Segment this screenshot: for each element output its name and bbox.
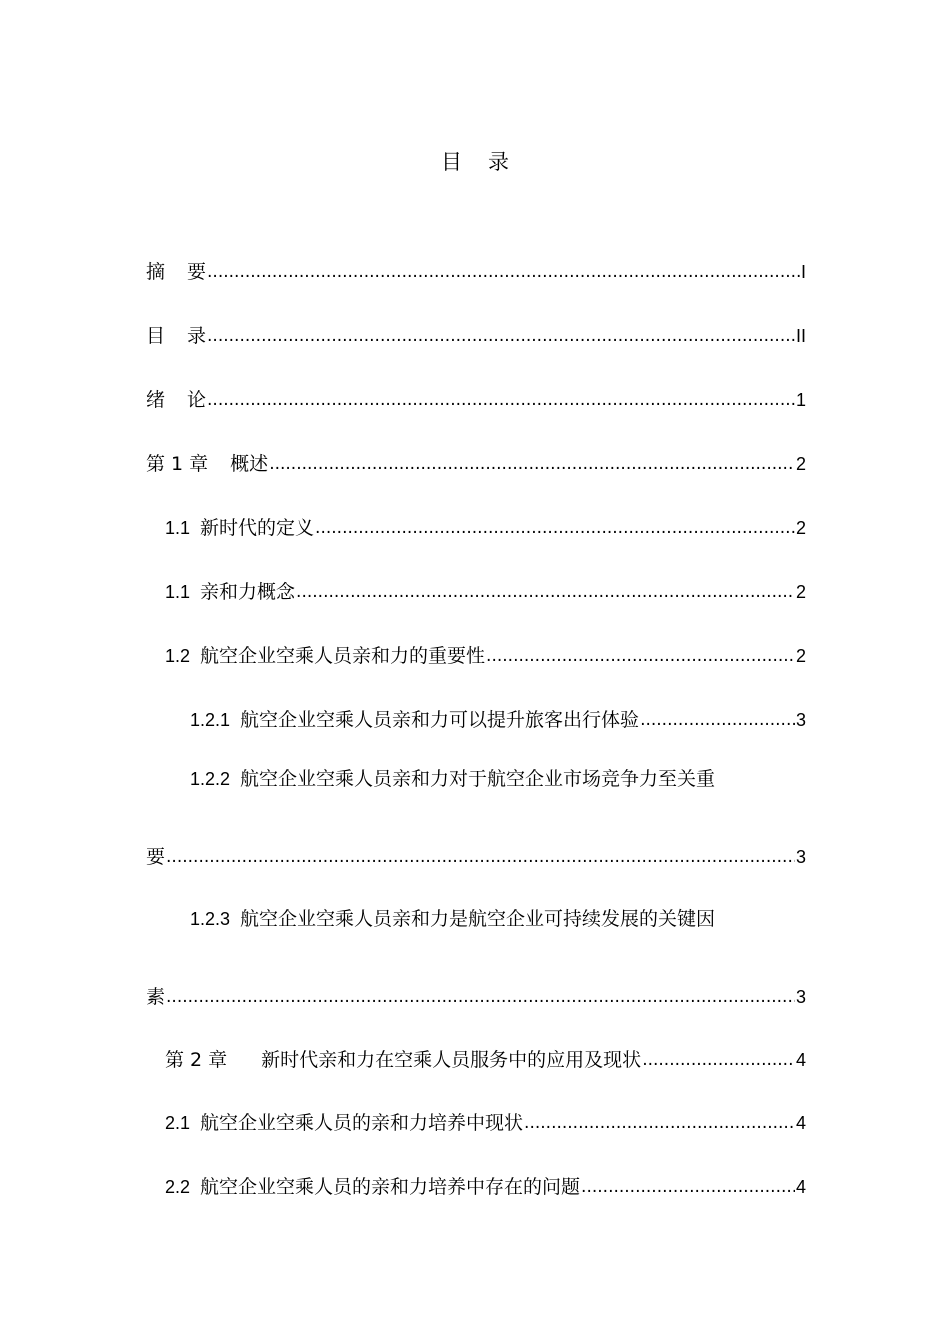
toc-entry-introduction[interactable] <box>146 383 806 413</box>
toc-leader-dots <box>486 643 795 669</box>
toc-entry-number: 2.1 <box>165 1113 191 1133</box>
toc-entry-page: 1 <box>795 390 806 410</box>
toc-entry-page: 3 <box>795 847 806 867</box>
toc-entry-label: 摘 要 <box>146 261 207 283</box>
toc-entry-label-cont: 素 <box>146 986 166 1008</box>
toc-entry-chapter-1[interactable] <box>146 447 806 477</box>
toc-entry-page: 4 <box>795 1050 806 1070</box>
toc-leader-dots <box>269 451 795 477</box>
toc-entry-page: I <box>800 262 806 282</box>
toc-entry-number: 1.2.1 <box>190 710 231 730</box>
toc-leader-dots <box>166 984 795 1010</box>
toc-entry-label: 1.1 新时代的定义 <box>165 517 315 539</box>
toc-title <box>0 146 950 176</box>
toc-leader-dots <box>296 579 795 605</box>
toc-entry-label: 2.2 航空企业空乘人员的亲和力培养中存在的问题 <box>165 1176 581 1198</box>
toc-entry-label: 第 2 章 新时代亲和力在空乘人员服务中的应用及现状 <box>165 1049 642 1071</box>
toc-entry-abstract[interactable] <box>146 255 806 285</box>
toc-entry-label: 航空企业空乘人员亲和力对于航空企业市场竞争力至关重 <box>240 768 716 790</box>
toc-entry-page: 2 <box>795 454 806 474</box>
toc-entry-page: 4 <box>795 1177 806 1197</box>
toc-entry-chapter-2[interactable] <box>165 1043 806 1073</box>
toc-title-char-1: 目 <box>441 150 462 174</box>
toc-leader-dots <box>166 844 795 870</box>
toc-entry-page: 2 <box>795 646 806 666</box>
toc-entry-label: 2.1 航空企业空乘人员的亲和力培养中现状 <box>165 1112 524 1134</box>
toc-leader-dots <box>524 1110 795 1136</box>
toc-entry-number: 1.1 <box>165 518 191 538</box>
toc-entry-label-cont: 要 <box>146 846 166 868</box>
toc-entry-number: 2.2 <box>165 1177 191 1197</box>
toc-entry-1-1-b[interactable] <box>165 575 806 605</box>
toc-entry-label: 第 1 章 概述 <box>146 453 269 475</box>
toc-leader-dots <box>207 323 795 349</box>
toc-entry-1-2-2-line2[interactable] <box>146 840 806 870</box>
toc-entry-number: 第 2 章 <box>165 1049 228 1071</box>
toc-entry-page: 3 <box>795 987 806 1007</box>
toc-entry-1-2-3-line2[interactable] <box>146 980 806 1010</box>
toc-leader-dots <box>581 1174 795 1200</box>
toc-entry-page: 4 <box>795 1113 806 1133</box>
toc-entry-number: 1.1 <box>165 582 191 602</box>
toc-entry-label: 1.1 亲和力概念 <box>165 581 296 603</box>
toc-entry-1-2[interactable] <box>165 639 806 669</box>
toc-entry-2-2[interactable] <box>165 1170 806 1200</box>
toc-leader-dots <box>315 515 795 541</box>
toc-entry-label: 目 录 <box>146 325 207 347</box>
toc-entry-page: II <box>795 326 806 346</box>
toc-entry-label: 1.2 航空企业空乘人员亲和力的重要性 <box>165 645 486 667</box>
toc-entry-page: 3 <box>795 710 806 730</box>
toc-title-char-2: 录 <box>488 150 509 174</box>
toc-leader-dots <box>642 1047 795 1073</box>
toc-entry-contents[interactable] <box>146 319 806 349</box>
toc-entry-1-1-a[interactable] <box>165 511 806 541</box>
toc-entry-2-1[interactable] <box>165 1106 806 1136</box>
toc-entry-label: 航空企业空乘人员亲和力是航空企业可持续发展的关键因 <box>240 908 716 930</box>
toc-entry-label: 绪 论 <box>146 389 207 411</box>
toc-leader-dots <box>207 387 795 413</box>
toc-entry-1-2-1[interactable] <box>190 703 806 733</box>
toc-entry-1-2-2-line1[interactable] <box>190 766 810 792</box>
toc-entry-number: 1.2.3 <box>190 909 231 929</box>
toc-entry-page: 2 <box>795 518 806 538</box>
toc-entry-number: 第 1 章 <box>146 453 209 475</box>
toc-entry-label: 1.2.1 航空企业空乘人员亲和力可以提升旅客出行体验 <box>190 709 640 731</box>
toc-entry-number: 1.2 <box>165 646 191 666</box>
toc-leader-dots <box>640 707 795 733</box>
toc-entry-page: 2 <box>795 582 806 602</box>
toc-leader-dots <box>207 259 800 285</box>
toc-entry-1-2-3-line1[interactable] <box>190 906 810 932</box>
toc-entry-number: 1.2.2 <box>190 769 231 789</box>
